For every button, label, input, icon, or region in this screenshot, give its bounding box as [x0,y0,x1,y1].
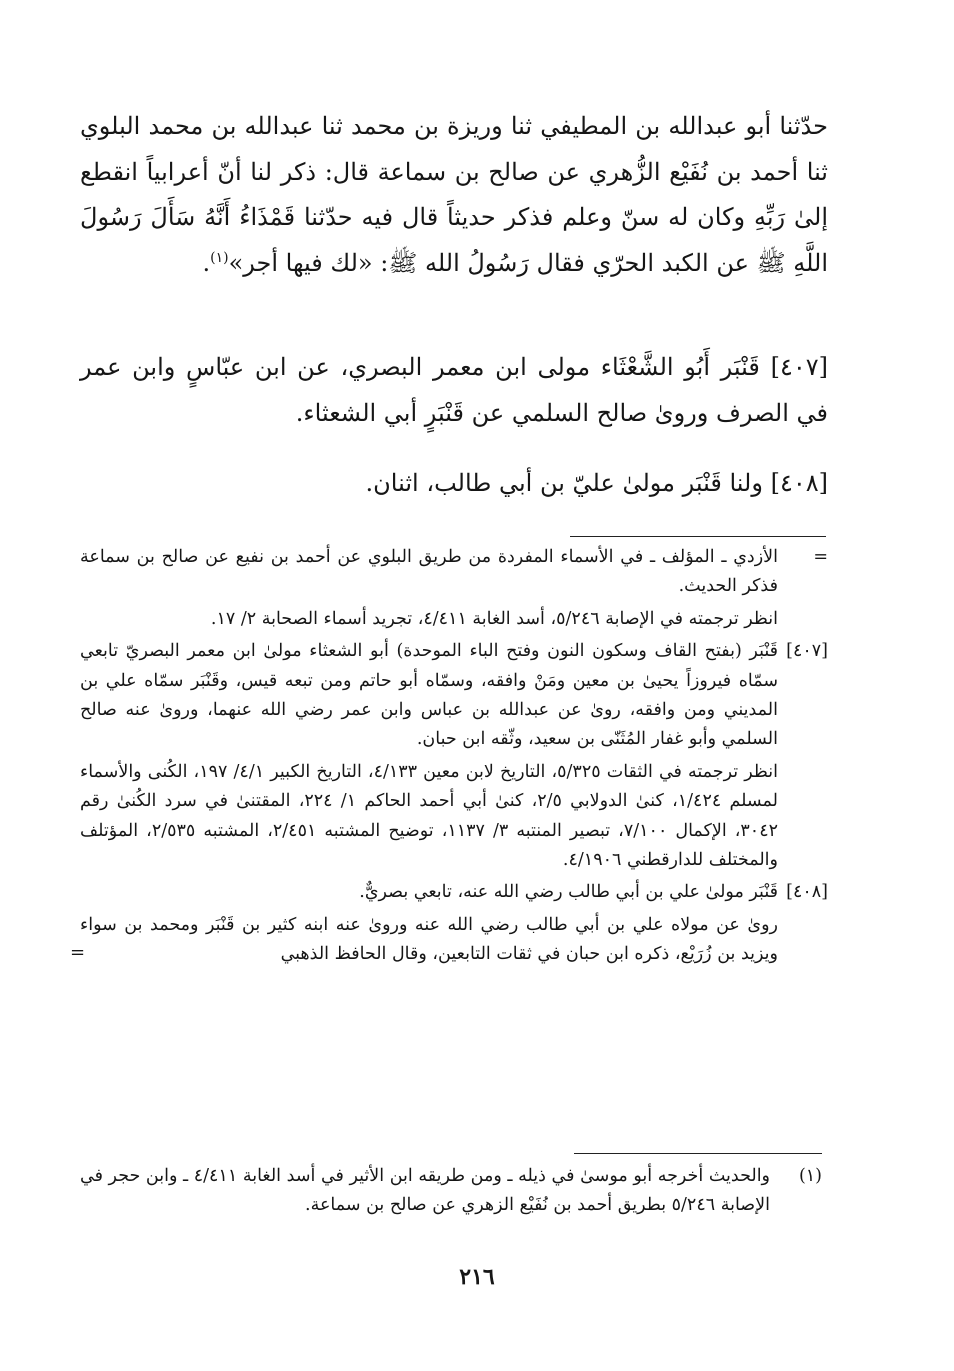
note-408-continuation-mark: = [70,942,86,964]
note-408-more: روىٰ عن مولاه علي بن أبي طالب رضي الله عنه وروىٰ عنه ابنه كثير بن قَنْبَر ومحمد بن سواء ويزيد بن زُرَيْع، ذكره ابن حبان في ثقات التابعين، وقال الحافظ الذهبي [80,914,778,965]
footnotes-separator [574,1153,822,1154]
continuation-text: الأزدي ـ المؤلف ـ في الأسماء المفردة من طريق البلوي عن أحمد بن نفيع عن صالح بن سماعة فذكر الحديث. [80,547,778,597]
notes-block [70,543,828,973]
footnote-1-text: والحديث أخرجه أبو موسىٰ في ذيله ـ ومن طريقه ابن الأثير في أسد الغابة ٤/٤١١ ـ وابن حجر في الإصابة ٥/٢٤٦ بطريق أحمد بن نُفَيْع الزهري عن صالح بن سماعة. [80,1166,771,1216]
intro-end: . [202,248,211,277]
entry-407-number: [٤٠٧] [770,353,828,381]
continuation-refs: انظر ترجمته في الإصابة ٥/٢٤٦، أسد الغابة ٤/٤١١، تجريد أسماء الصحابة ٢/ ١٧. [210,608,778,629]
note-407-refs: انظر ترجمته في الثقات ٥/٣٢٥، التاريخ لابن معين ٤/١٣٣، التاريخ الكبير ٤/١/ ١٩٧، الكُنى والأسماء لمسلم ١/٤٢٤، كنىٰ الدولابي ٢/٥، كنىٰ أبي أحمد الحاكم ١/ ٢٢٤، المقتنىٰ في سرد الكُنىٰ رقم ٣٠٤٢، الإكمال ٧/١٠٠، تبصير المنتبه ٣/ ١١٣٧، توضيح المشتبه ٢/٤٥١، المشتبه ٢/٥٣٥، المؤتلف والمختلف للدارقطني ٤/١٩٠٦. [80,761,778,871]
footnote-1 [80,1162,828,1221]
intro-paragraph [80,104,828,286]
note-408 [70,878,828,969]
entry-407 [80,345,828,436]
note-continuation [80,543,828,634]
note-407-marker: [٤٠٧] [786,641,828,662]
notes-separator [570,536,826,537]
entry-407-text: قَنْبَر أَبُو الشَّعْثَاء مولى ابن معمر البصري، عن ابن عبّاسٍ وابن عمر في الصرف وروىٰ صالح السلمي عن قَنْبَرٍ أبي الشعثاء. [80,353,828,427]
footnotes [80,1162,828,1221]
footnote-1-marker: (١) [798,1166,822,1186]
note-407 [80,637,828,875]
entry-408 [80,461,828,507]
note-407-text: قَنْبَر (بفتح القاف وسكون النون وفتح الباء الموحدة) أبو الشعثاء مولىٰ ابن معمر البصريّ تابعي سمّاه فيروزاً يحيىٰ بن معين ومَنْ وافقه، وسمّاه أبو حاتم ومن تبعه قيس، وقَنْبَر سمّاه علي بن المديني ومن وافقه، روىٰ عن عبدالله بن عباس وابن عمر رضي الله عنهما، وروىٰ عنه صالح السلمي وأبو غفار المُثَنّى بن سعيد، وثّقه ابن حبان. [80,641,778,750]
footnote-ref-1: (١) [210,249,229,266]
page-number: ٢١٦ [459,1264,495,1290]
continuation-marker: = [813,547,828,567]
entry-408-number: [٤٠٨] [770,469,828,497]
entry-408-text: ولنا قَنْبَر مولىٰ عليّ بن أبي طالب، اثنان. [365,469,763,497]
intro-text: حدّثنا أبو عبدالله بن المطيفي ثنا وريزة بن محمد ثنا عبدالله بن محمد البلوي ثنا أحمد بن نُفَيْع الزُّهري عن صالح بن سماعة قال: ذكر لنا أنّ أعرابياً انقطع إلىٰ رَبِّهِ وكان له سنّ وعلم فذكر حديثاً قال فيه حدّثنا قَمْذَاءُ أَنَّهُ سَأَلَ رَسُولَ اللَّهِ ﷺ عن الكبد الحرّي فقال رَسُولُ الله ﷺ: «لك فيها أجر» [80,112,828,277]
note-408-marker: [٤٠٨] [786,882,828,903]
note-408-text: قَنْبَر مولىٰ علي بن أبي طالب رضي الله عنه، تابعي بصريٌّ. [359,882,778,903]
